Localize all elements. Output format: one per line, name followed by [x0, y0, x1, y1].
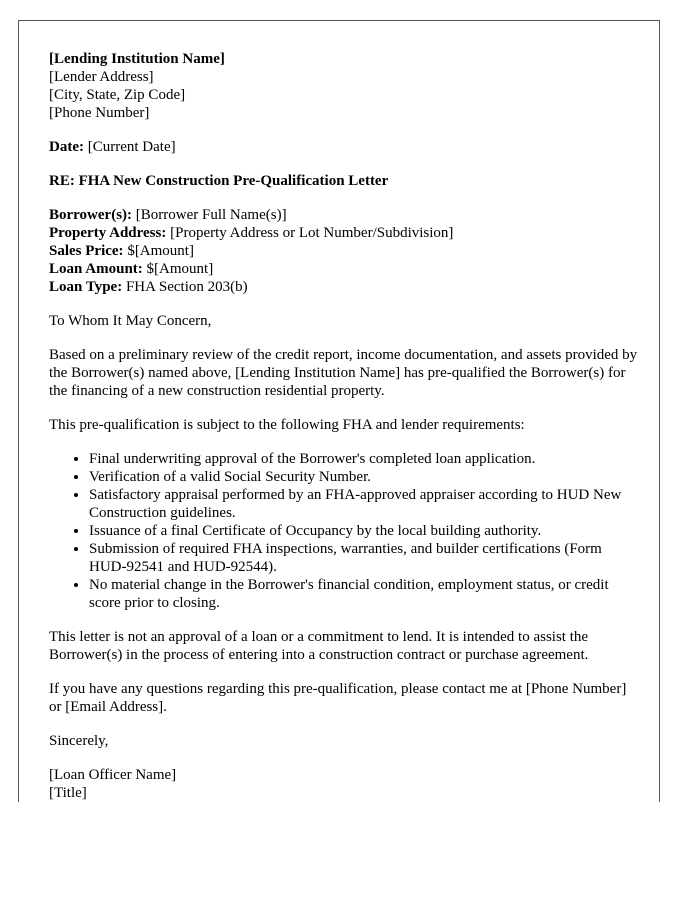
property-label: Property Address:: [49, 225, 167, 241]
date-line: [49, 138, 639, 156]
loan-amount-line: [49, 260, 639, 278]
body-paragraph-1: Based on a preliminary review of the credit report, income documentation, and assets provided by the Borrower(s) named above, [Lending Institution Name] has pre-qualified the Borrower(s) for the financing of a new construction residential property.: [49, 347, 638, 399]
sales-price-value: $[Amount]: [123, 243, 194, 259]
loan-type-value: FHA Section 203(b): [122, 279, 248, 295]
list-item: • Satisfactory appraisal performed by an FHA-approved appraiser according to HUD New Construction guidelines.: [89, 486, 639, 522]
list-item: • Submission of required FHA inspections, warranties, and builder certifications (Form HUD-92541 and HUD-92544).: [89, 540, 639, 576]
list-item: • Verification of a valid Social Security Number.: [89, 468, 639, 486]
borrower-value: [Borrower Full Name(s)]: [132, 207, 287, 223]
loan-amount-label: Loan Amount:: [49, 261, 143, 277]
body-paragraph-4: If you have any questions regarding this pre-qualification, please contact me at [Phone Number] or [Email Address].: [49, 681, 627, 715]
closing: Sincerely,: [49, 733, 109, 749]
sales-price-line: [49, 242, 639, 260]
letterhead: [49, 50, 639, 122]
lender-city-state-zip: [City, State, Zip Code]: [49, 87, 186, 103]
signature-title: [Title]: [49, 785, 87, 801]
date-value: [Current Date]: [83, 139, 176, 155]
loan-type-line: [49, 278, 639, 296]
loan-type-label: Loan Type:: [49, 279, 123, 295]
loan-amount-value: $[Amount]: [142, 261, 214, 277]
property-line: [49, 224, 639, 242]
institution-name: [Lending Institution Name]: [49, 51, 225, 67]
lender-phone: [Phone Number]: [49, 105, 150, 121]
lender-address: [Lender Address]: [49, 69, 154, 85]
body-paragraph-3: This letter is not an approval of a loan or a commitment to lend. It is intended to assist the Borrower(s) in the process of entering into a construction contract or purchase agreement.: [49, 629, 589, 663]
borrower-label: Borrower(s):: [49, 207, 133, 223]
list-item: • Issuance of a final Certificate of Occupancy by the local building authority.: [89, 522, 639, 540]
borrower-line: [49, 206, 639, 224]
signature-name: [Loan Officer Name]: [49, 767, 177, 783]
salutation: To Whom It May Concern,: [49, 313, 212, 329]
signature-block: [49, 766, 639, 802]
loan-details: [49, 206, 639, 296]
list-item: • Final underwriting approval of the Borrower's completed loan application.: [89, 450, 639, 468]
letter-page: [18, 20, 660, 802]
requirements-list: [49, 450, 639, 612]
subject-line: [49, 172, 639, 190]
sales-price-label: Sales Price:: [49, 243, 124, 259]
property-value: [Property Address or Lot Number/Subdivision]: [166, 225, 454, 241]
body-paragraph-2: This pre-qualification is subject to the following FHA and lender requirements:: [49, 417, 525, 433]
list-item: • No material change in the Borrower's financial condition, employment status, or credit score prior to closing.: [89, 576, 639, 612]
subject-text: RE: FHA New Construction Pre-Qualification Letter: [49, 173, 389, 189]
date-label: Date:: [49, 139, 84, 155]
letter-content: [49, 50, 639, 802]
